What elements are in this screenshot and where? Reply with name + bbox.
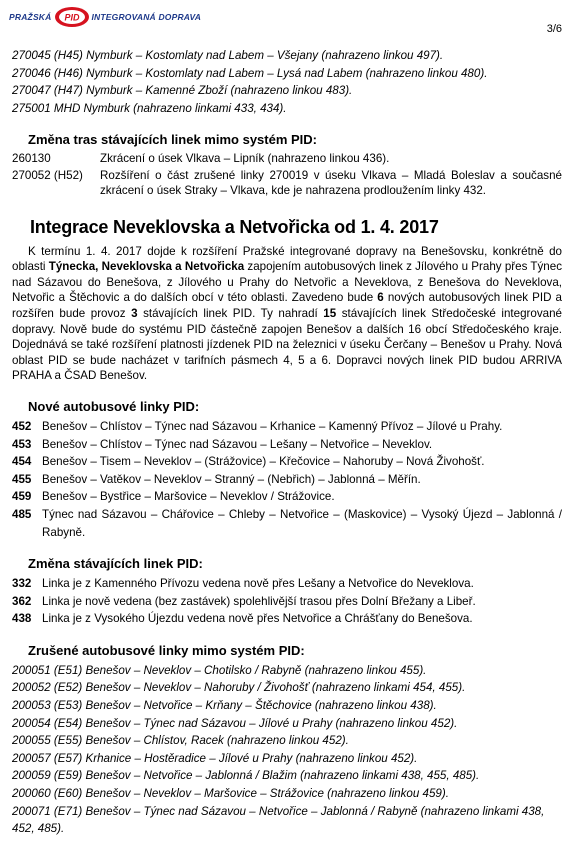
- line-route: Benešov – Bystřice – Maršovice – Neveklov / Strážovice.: [42, 490, 335, 504]
- paragraph-bold: 3: [131, 306, 138, 320]
- changed-lines-heading: Změna stávajících linek PID:: [28, 556, 203, 572]
- line-change: Linka je z Vysokého Újezdu vedena nově přes Netvořice a Chrášťany do Benešova.: [42, 612, 473, 626]
- list-item: [12, 436, 562, 454]
- new-lines-list: [12, 418, 562, 541]
- line-number: 453: [12, 437, 32, 451]
- list-item: 200057 (E57) Krhanice – Hostěradice – Jílové u Prahy (nahrazeno linkou 452).: [12, 751, 418, 765]
- line-number: 459: [12, 490, 32, 504]
- list-item: [12, 418, 562, 436]
- pid-logo: [9, 6, 201, 28]
- changed-lines-list: [12, 575, 562, 628]
- paragraph-bold: 6: [377, 291, 384, 305]
- route-changes-table: [12, 151, 562, 198]
- table-row: [12, 151, 562, 166]
- paragraph-bold: Týnecka, Neveklovska a Netvořicka: [48, 260, 245, 274]
- cancelled-lines-heading: Zrušené autobusové linky mimo systém PID:: [28, 642, 305, 658]
- list-item: [12, 506, 562, 541]
- list-item: [12, 453, 562, 471]
- table-row: [12, 168, 562, 199]
- paragraph-bold: 15: [323, 306, 337, 320]
- list-item: 200059 (E59) Benešov – Netvořice – Jablonná / Blažim (nahrazeno linkami 438, 455, 485).: [12, 769, 480, 783]
- list-item: [12, 610, 562, 628]
- line-number: 452: [12, 419, 32, 433]
- paragraph-text: stávajících linek Středočeské integrované dopravy. Nově bude do systému PID částečně zapojen Benešov a dalších 16 obcí Středočeského kraje. Dojednává se také rozšíření platnosti jízdenek PID na železnici v úseku Čerčany – Benešov u Prahy. Nová oblast PID se bude nacházet v tarifních pásmech 4, 5 a 6. Dopravci nových linek PID budou ARRIVA PRAHA a ČSAD Benešov.: [12, 306, 563, 383]
- paragraph-text: stávajících linek PID. Ty nahradí: [137, 306, 324, 320]
- list-item: [12, 575, 562, 593]
- list-item: [12, 593, 562, 611]
- paragraph-text: nových autobusových linek PID a rozšířen bude provoz: [12, 291, 562, 320]
- list-item: 200055 (E55) Benešov – Chlístov, Racek (nahrazeno linkou 452).: [12, 734, 349, 748]
- line-code: 260130: [12, 152, 51, 166]
- paragraph-text: zapojením autobusových linek z Jílového u Prahy přes Týnec nad Sázavou do Benešova, z Jílového u Prahy do Netvořic a Neveklova, z Benešova do Neveklova, Netvořic a Štěchovic a do dalších obcí v této oblasti. Zavedeno bude: [12, 260, 562, 305]
- intro-line: 270045 (H45) Nymburk – Kostomlaty nad Labem – Všejany (nahrazeno linkou 497).: [12, 49, 444, 62]
- line-number: 362: [12, 594, 32, 608]
- intro-list: [12, 47, 562, 117]
- list-item: 200053 (E53) Benešov – Netvořice – Krňany – Štěchovice (nahrazeno linkou 438).: [12, 699, 437, 713]
- list-item: 200052 (E52) Benešov – Neveklov – Nahoruby / Živohošť (nahrazeno linkami 454, 455).: [12, 681, 466, 695]
- line-number: 438: [12, 612, 32, 626]
- line-number: 332: [12, 577, 32, 591]
- list-item: 200051 (E51) Benešov – Neveklov – Chotilsko / Rabyně (nahrazeno linkou 455).: [12, 663, 427, 677]
- cancelled-lines-list: [12, 662, 562, 838]
- new-lines-heading: Nové autobusové linky PID:: [28, 398, 200, 414]
- list-item: [12, 488, 562, 506]
- line-number: 485: [12, 507, 32, 521]
- logo-text-left: PRAŽSKÁ: [9, 12, 52, 22]
- intro-line: 275001 MHD Nymburk (nahrazeno linkami 433, 434).: [12, 101, 287, 115]
- line-route: Benešov – Vatěkov – Neveklov – Stranný – (Nebřich) – Jablonná – Měřín.: [42, 472, 421, 486]
- list-item: 200054 (E54) Benešov – Týnec nad Sázavou – Jílové u Prahy (nahrazeno linkou 452).: [12, 716, 458, 730]
- list-item: 200071 (E71) Benešov – Týnec nad Sázavou – Netvořice – Jablonná / Rabyně (nahrazeno linkami 438, 452, 485).: [12, 804, 545, 836]
- intro-line: 270046 (H46) Nymburk – Kostomlaty nad Labem – Lysá nad Labem (nahrazeno linkou 480).: [12, 66, 488, 80]
- line-route: Benešov – Chlístov – Týnec nad Sázavou – Krhanice – Kamenný Přívoz – Jílové u Prahy.: [42, 419, 503, 433]
- page-number: 3/6: [546, 23, 562, 35]
- intro-line: 270047 (H47) Nymburk – Kamenné Zboží (nahrazeno linkou 483).: [12, 84, 353, 98]
- line-change: Linka je nově vedena (bez zastávek) spolehlivější trasou přes Dolní Břežany a Libeř.: [42, 594, 476, 608]
- line-description: Rozšíření o část zrušené linky 270019 v úseku Vlkava – Mladá Boleslav a současné zkrácení o úsek Straky – Vlkava, kde je nahrazena prodloužením linky 432.: [100, 168, 562, 198]
- document-body: [12, 47, 562, 838]
- list-item: 200060 (E60) Benešov – Neveklov – Maršovice – Strážovice (nahrazeno linkou 459).: [12, 787, 449, 801]
- line-route: Benešov – Chlístov – Týnec nad Sázavou – Lešany – Netvořice – Neveklov.: [42, 437, 433, 451]
- section-title: Integrace Neveklovska a Netvořicka od 1. 4. 2017: [30, 216, 439, 237]
- paragraph-text: K termínu 1. 4. 2017 dojde k rozšíření Pražské integrované dopravy na Benešovsku, konkrétně do oblasti: [12, 244, 562, 274]
- logo-badge-text: PID: [63, 12, 80, 23]
- route-changes-heading: Změna tras stávajících linek mimo systém PID:: [28, 132, 318, 148]
- line-route: Benešov – Tisem – Neveklov – (Strážovice) – Křečovice – Nahoruby – Nová Živohošť.: [42, 455, 485, 469]
- line-number: 455: [12, 472, 32, 486]
- line-change: Linka je z Kamenného Přívozu vedena nově přes Lešany a Netvořice do Neveklova.: [42, 577, 474, 591]
- logo-text-right: INTEGROVANÁ DOPRAVA: [91, 12, 202, 22]
- line-route: Týnec nad Sázavou – Chářovice – Chleby – Netvořice – (Maskovice) – Vysoký Újezd – Jablonná / Rabyně.: [42, 507, 562, 539]
- integration-paragraph: [12, 244, 562, 384]
- pid-badge-icon: [54, 6, 90, 28]
- line-number: 454: [12, 455, 32, 469]
- line-code: 270052 (H52): [12, 168, 83, 182]
- list-item: [12, 471, 562, 489]
- line-description: Zkrácení o úsek Vlkava – Lipník (nahrazeno linkou 436).: [100, 152, 390, 166]
